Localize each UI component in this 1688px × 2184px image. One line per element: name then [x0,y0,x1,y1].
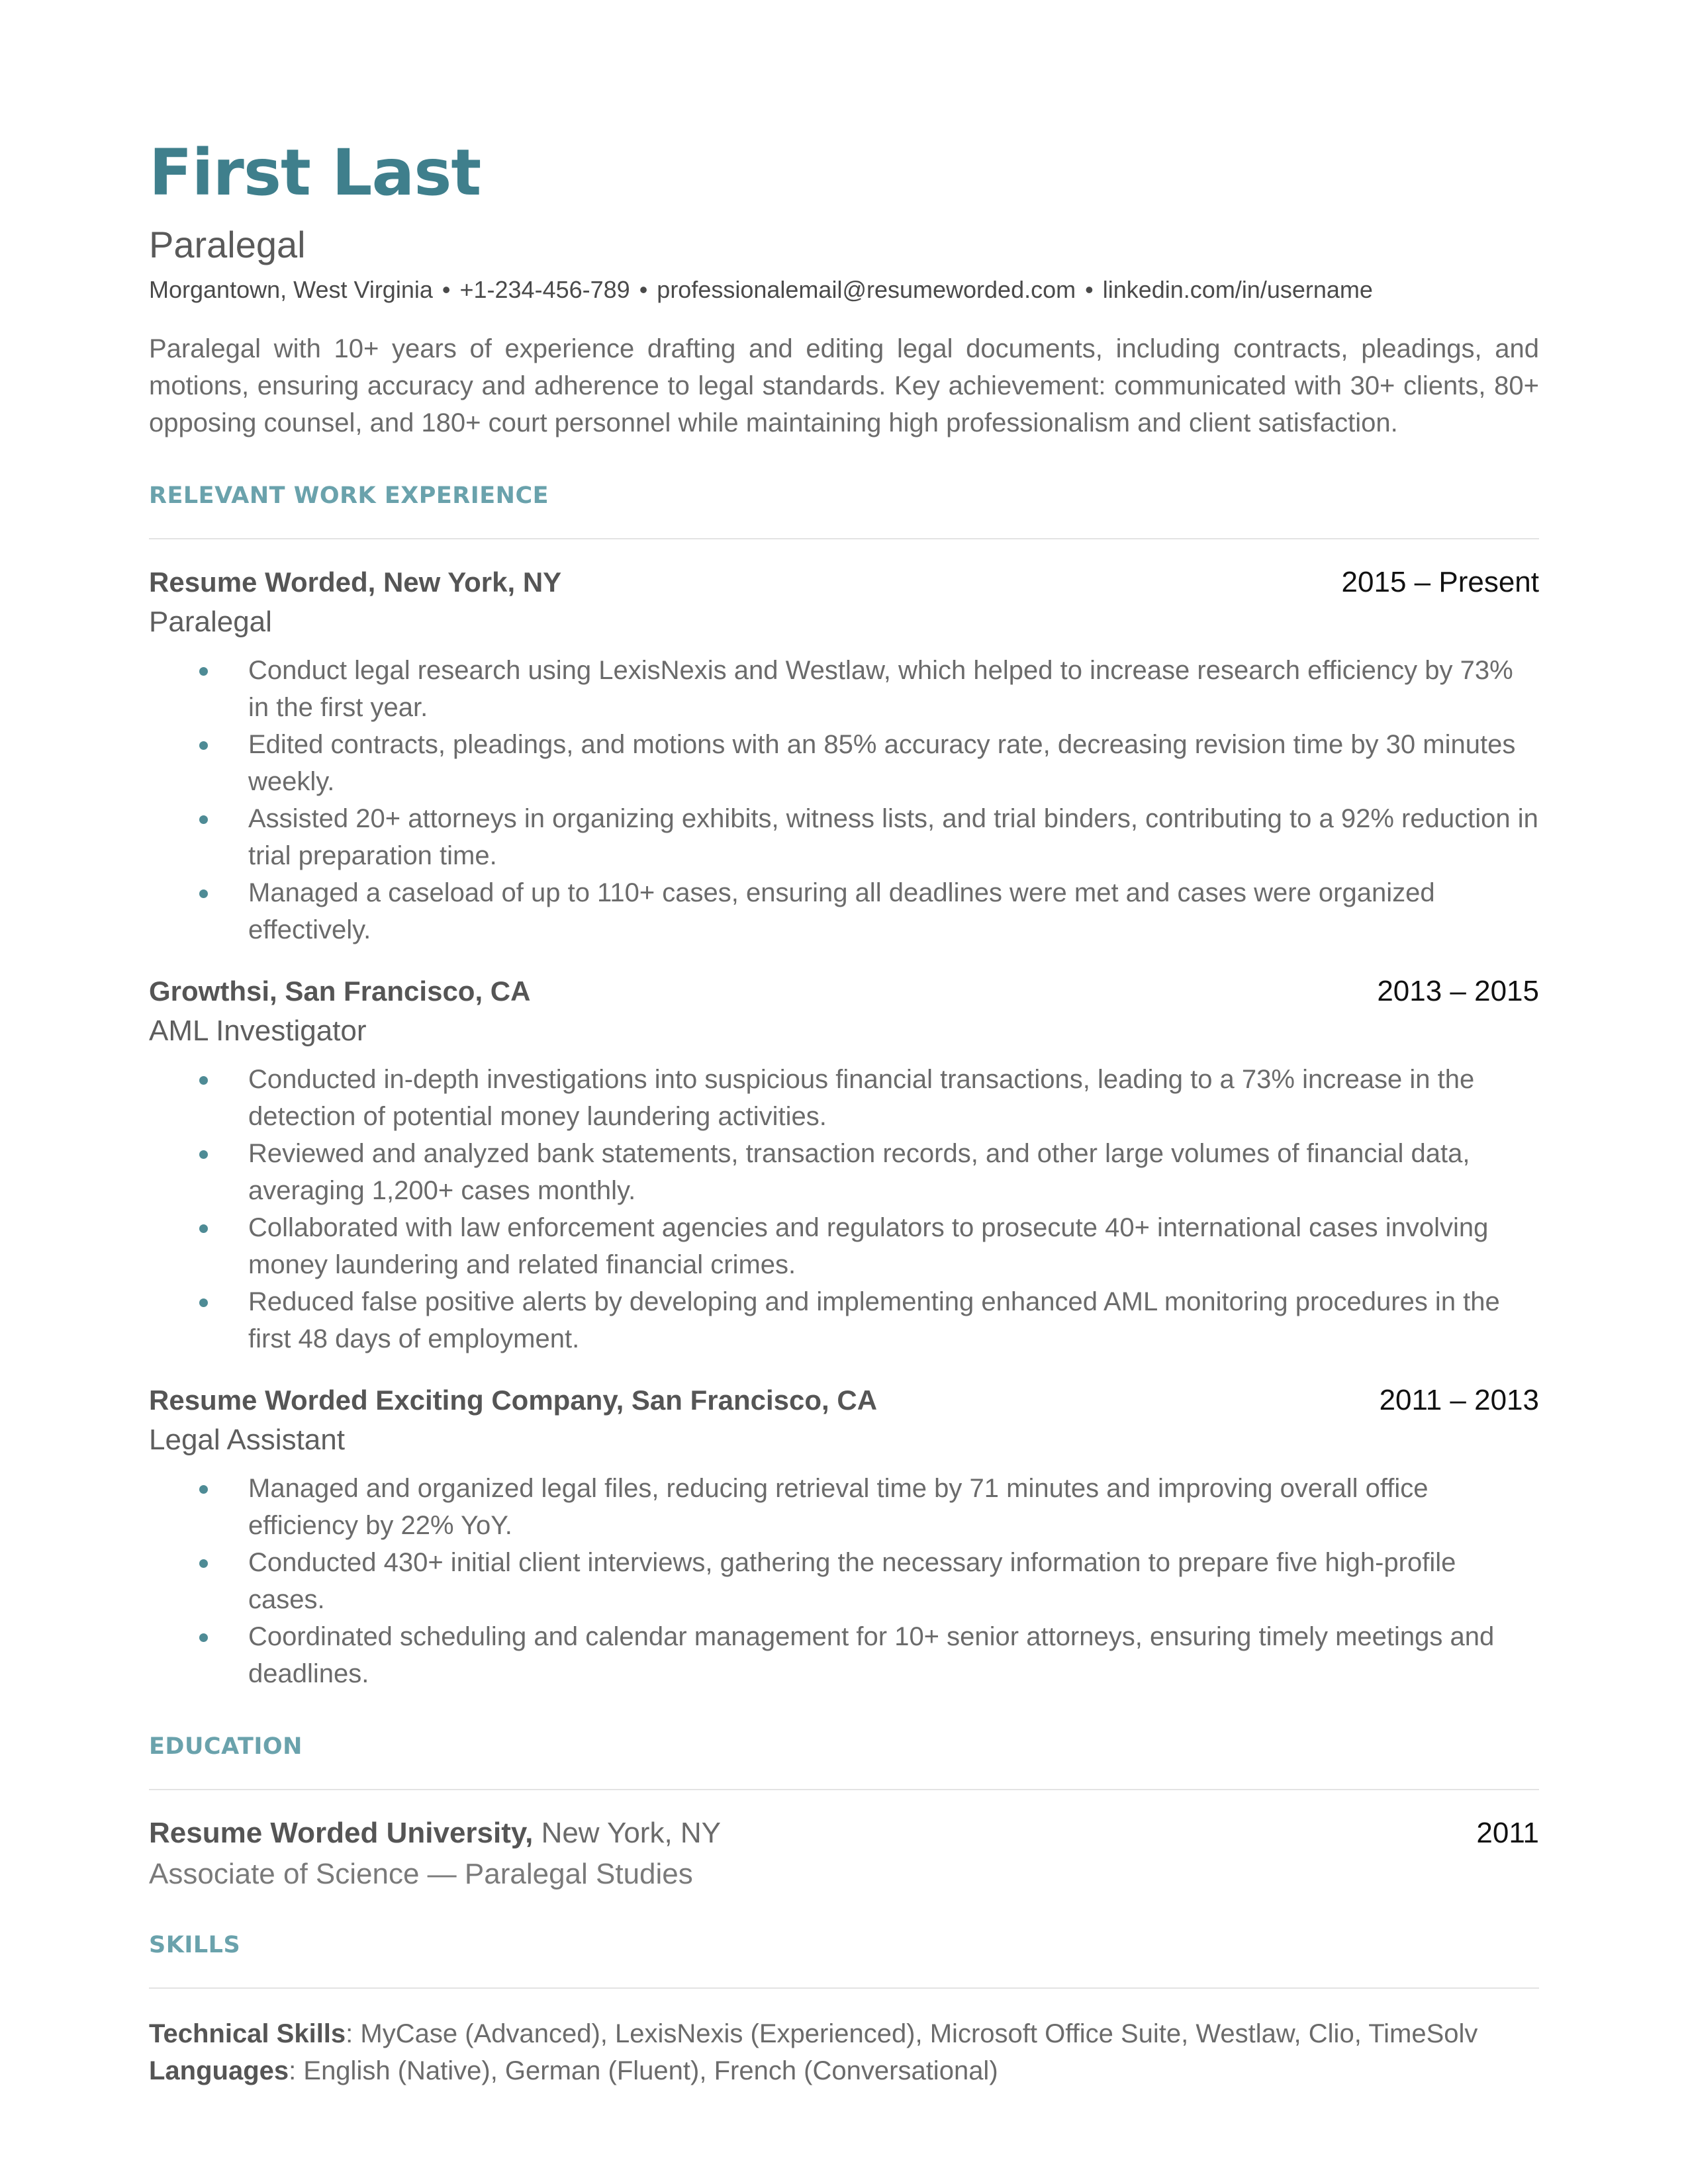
bullet-dot-icon [199,1485,208,1494]
education-degree: Associate of Science — Paralegal Studies [149,1857,693,1890]
job-dates: 2013 – 2015 [1377,974,1539,1007]
candidate-name: First Last [149,136,481,210]
education-school-line [149,1817,721,1850]
bullet-text: Managed and organized legal files, reducing retrieval time by 71 minutes and improving overall office efficiency by 22% YoY. [248,1473,1429,1540]
bullet-text: Collaborated with law enforcement agencies and regulators to prosecute 40+ international cases involving money laundering and related financial crimes. [248,1212,1489,1279]
job-bullets [149,1470,1539,1692]
education-location: New York, NY [541,1816,722,1849]
education-school: Resume Worded University, [149,1816,534,1849]
contact-linkedin[interactable]: linkedin.com/in/username [1102,275,1373,303]
job-entry [149,975,1539,1357]
contact-email[interactable]: professionalemail@resumeworded.com [657,275,1076,303]
job-entry [149,566,1539,948]
bullet-dot-icon [199,815,208,824]
section-heading-skills: SKILLS [149,1931,241,1958]
job-bullets [149,1061,1539,1357]
bullet-dot-icon [199,1633,208,1642]
bullet-text: Reviewed and analyzed bank statements, transaction records, and other large volumes of financial data, averaging 1,200+ cases monthly. [248,1138,1470,1205]
job-role: AML Investigator [149,1014,367,1047]
job-entry [149,1384,1539,1692]
section-heading-experience: RELEVANT WORK EXPERIENCE [149,482,549,509]
bullet-text: Conducted 430+ initial client interviews, gathering the necessary information to prepare five high-profile cases. [248,1547,1456,1614]
bullet-dot-icon [199,741,208,750]
bullet-text: Managed a caseload of up to 110+ cases, ensuring all deadlines were met and cases were organized effectively. [248,878,1435,944]
section-divider [149,538,1539,539]
skills-technical [149,2015,1539,2052]
bullet-item [149,1544,1539,1618]
bullet-text: Conduct legal research using LexisNexis and Westlaw, which helped to increase research efficiency by 73% in the first year. [248,655,1513,722]
skills-technical-label: Technical Skills [149,2019,346,2048]
job-company: Resume Worded, New York, NY [149,566,562,598]
contact-location: Morgantown, West Virginia [149,275,433,303]
section-divider [149,1789,1539,1790]
bullet-item [149,726,1539,800]
skills-block [149,2015,1539,2089]
professional-summary: Paralegal with 10+ years of experience drafting and editing legal documents, including contracts, pleadings, and motions, ensuring accuracy and adherence to legal standards. Key achievement: communicated with 30+ clients, 80+ opposing counsel, and 180+ court personnel while maintaining high professionalism and client satisfaction. [149,334,1539,437]
bullet-text: Reduced false positive alerts by developing and implementing enhanced AML monitoring procedures in the first 48 days of employment. [248,1287,1500,1353]
bullet-dot-icon [199,1559,208,1568]
bullet-item [149,1470,1539,1544]
contact-separator: • [442,275,451,303]
section-divider [149,1987,1539,1989]
resume-page [149,129,1539,2089]
bullet-text: Conducted in-depth investigations into suspicious financial transactions, leading to a 73% increase in the detection of potential money laundering activities. [248,1064,1475,1131]
job-role: Legal Assistant [149,1423,345,1456]
bullet-item [149,1135,1539,1209]
contact-line [149,276,1539,304]
skills-languages-value: : English (Native), German (Fluent), French (Conversational) [289,2056,998,2085]
bullet-dot-icon [199,1298,208,1307]
skills-languages-label: Languages [149,2056,289,2085]
bullet-item [149,800,1539,874]
bullet-dot-icon [199,1224,208,1233]
bullet-item [149,1061,1539,1135]
job-bullets [149,652,1539,948]
bullet-text: Edited contracts, pleadings, and motions with an 85% accuracy rate, decreasing revision time by 30 minutes weekly. [248,729,1516,796]
candidate-title: Paralegal [149,224,306,265]
bullet-dot-icon [199,1150,208,1159]
contact-separator: • [1085,275,1094,303]
bullet-dot-icon [199,1076,208,1085]
bullet-item [149,1618,1539,1692]
bullet-item [149,652,1539,726]
bullet-item [149,874,1539,948]
section-heading-education: EDUCATION [149,1733,303,1760]
education-year: 2011 [1476,1816,1539,1849]
contact-separator: • [639,275,648,303]
bullet-dot-icon [199,889,208,898]
skills-languages [149,2052,1539,2089]
contact-phone: +1-234-456-789 [459,275,630,303]
bullet-item [149,1209,1539,1283]
job-company: Resume Worded Exciting Company, San Francisco, CA [149,1384,878,1416]
education-entry [149,1817,1539,1850]
bullet-dot-icon [199,667,208,676]
skills-technical-value: : MyCase (Advanced), LexisNexis (Experienced), Microsoft Office Suite, Westlaw, Clio, TimeSolv [346,2019,1478,2048]
job-dates: 2015 – Present [1341,565,1539,598]
job-role: Paralegal [149,605,272,638]
bullet-text: Assisted 20+ attorneys in organizing exhibits, witness lists, and trial binders, contributing to a 92% reduction in trial preparation time. [248,803,1538,870]
bullet-item [149,1283,1539,1357]
job-company: Growthsi, San Francisco, CA [149,975,531,1007]
job-dates: 2011 – 2013 [1379,1383,1539,1416]
bullet-text: Coordinated scheduling and calendar management for 10+ senior attorneys, ensuring timely meetings and deadlines. [248,1621,1495,1688]
